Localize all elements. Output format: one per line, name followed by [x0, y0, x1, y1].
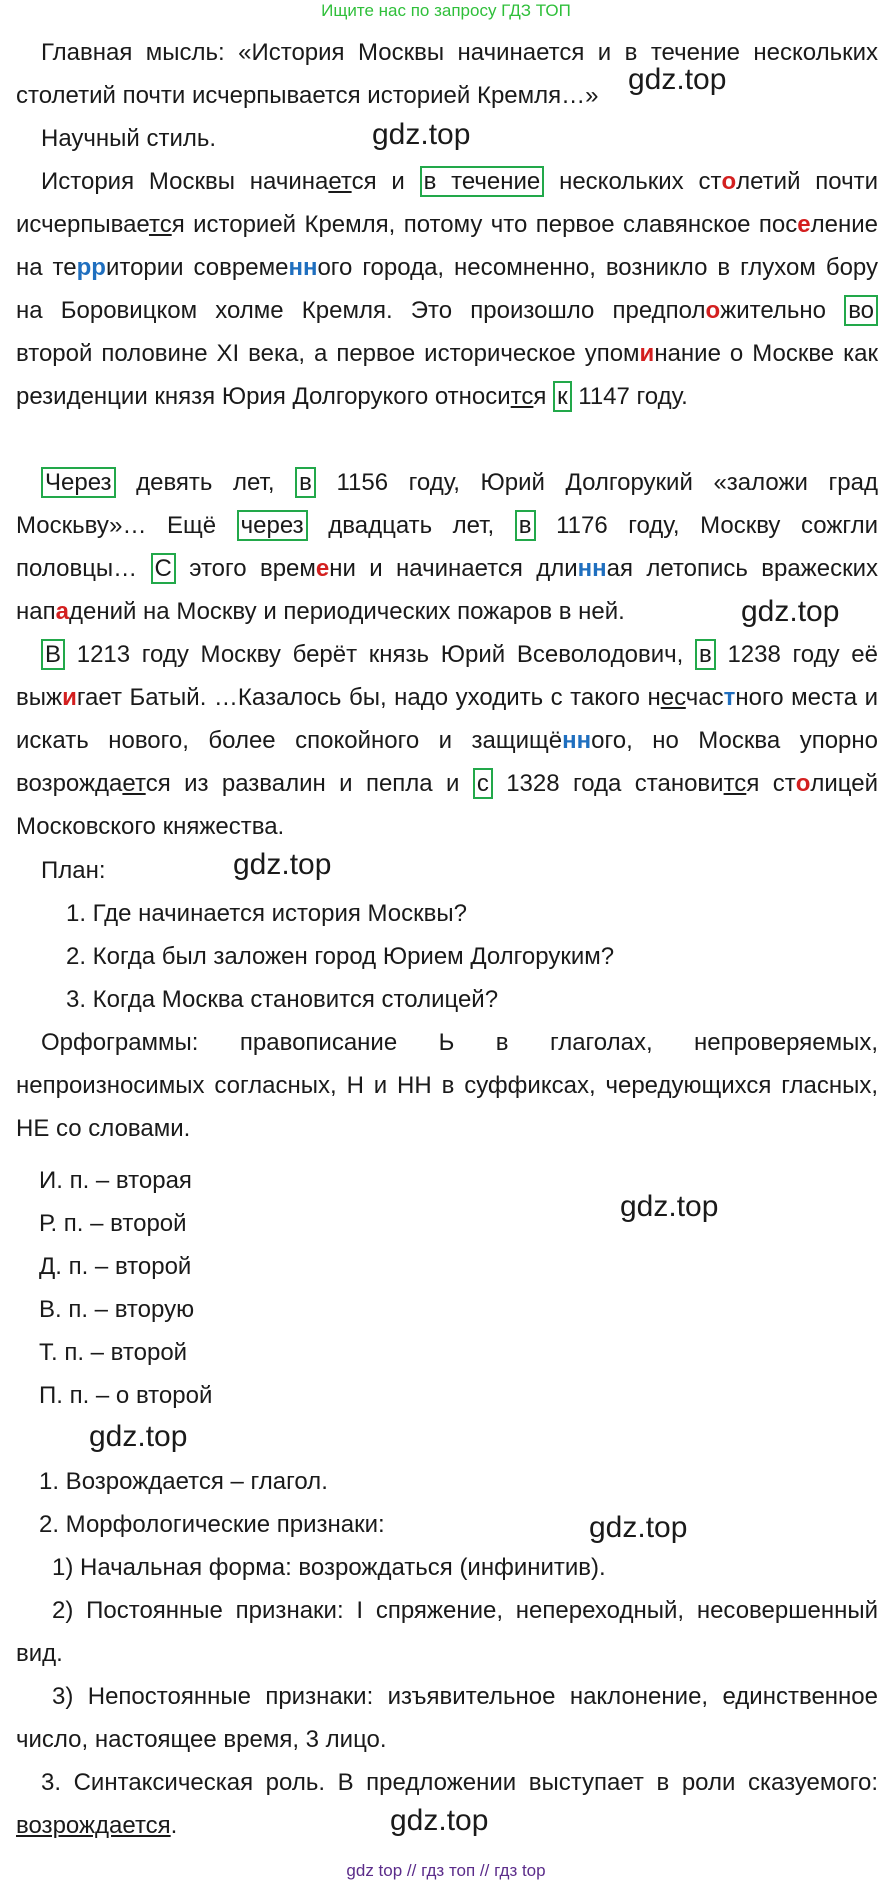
plan-title: План:: [41, 857, 106, 884]
watermark: gdz.top: [89, 1420, 188, 1453]
case-line: И. п. – вторая: [39, 1167, 192, 1194]
paragraph-3: В 1213 году Москву берёт князь Юрий Всеволодович, в 1238 году её выжигает Батый. …Казалось бы, надо уходить с такого несчастного места и искать нового, более спокойного и защищённого, но Москва упорно возрождается из развалин и пепла и с 1328 года становится столицей Московского княжества.: [16, 641, 878, 840]
analysis-line: 1. Возрождается – глагол.: [39, 1468, 328, 1495]
paragraph-1: История Москвы начинается и в течение нескольких столетий почти исчерпывается историей Кремля, потому что первое славянское поселение на территории современного города, несомненно, возникло в глухом бору на Боровицком холме Кремля. Это произошло предположительно во второй половине XI века, а первое историческое упоминание о Москве как резиденции князя Юрия Долгорукого относится к 1147 году.: [16, 168, 878, 410]
boxed-preposition: В: [41, 639, 65, 670]
case-line: П. п. – о второй: [39, 1382, 213, 1409]
watermark: gdz.top: [589, 1511, 688, 1544]
footer-links[interactable]: gdz top // гдз топ // гдз top: [346, 1861, 546, 1880]
plan-item: 2. Когда был заложен город Юрием Долгоруким?: [66, 943, 615, 970]
paragraph-2: Через девять лет, в 1156 году, Юрий Долгорукий «заложи град Москьву»… Ещё через двадцать лет, в 1176 году, Москву сожгли половцы… С этого времени и начинается длинная летопись вражеских нападений на Москву и периодических пожаров в ней.: [16, 469, 879, 625]
analysis-line: 3) Непостоянные признаки: изъявительное наклонение, единственное число, настоящее время, 3 лицо.: [16, 1683, 878, 1753]
watermark: gdz.top: [620, 1190, 719, 1223]
watermark: gdz.top: [372, 118, 471, 151]
case-line: Т. п. – второй: [39, 1339, 188, 1366]
analysis-line: 3. Синтаксическая роль. В предложении выступает в роли сказуемого: возрождается.: [16, 1769, 878, 1839]
top-banner[interactable]: Ищите нас по запросу ГДЗ ТОП: [321, 1, 571, 20]
boxed-preposition: в: [515, 510, 536, 541]
watermark: gdz.top: [390, 1804, 489, 1837]
case-line: Д. п. – второй: [39, 1253, 192, 1280]
case-line: В. п. – вторую: [39, 1296, 195, 1323]
case-line: Р. п. – второй: [39, 1210, 187, 1237]
analysis-line: 2. Морфологические признаки:: [39, 1511, 385, 1538]
watermark: gdz.top: [233, 848, 332, 881]
orthograms: Орфограммы: правописание Ь в глаголах, непроверяемых, непроизносимых согласных, Н и НН в суффиксах, чередующихся гласных, НЕ со словами.: [16, 1029, 878, 1142]
analysis-line: 2) Постоянные признаки: I спряжение, непереходный, несовершенный вид.: [16, 1597, 878, 1667]
plan-item: 3. Когда Москва становится столицей?: [66, 986, 499, 1013]
watermark: gdz.top: [628, 63, 727, 96]
boxed-preposition: к: [553, 381, 572, 412]
boxed-preposition: через: [237, 510, 308, 541]
analysis-line: 1) Начальная форма: возрождаться (инфинитив).: [52, 1554, 606, 1581]
boxed-preposition: во: [844, 295, 878, 326]
boxed-preposition: С: [151, 553, 176, 584]
boxed-preposition: Через: [41, 467, 116, 498]
watermark: gdz.top: [741, 595, 840, 628]
plan-item: 1. Где начинается история Москвы?: [66, 900, 467, 927]
boxed-preposition: в течение: [420, 166, 545, 197]
style-line: Научный стиль.: [41, 125, 217, 152]
main-idea: Главная мысль: «История Москвы начинается и в течение нескольких столетий почти исчерпывается историей Кремля…»: [16, 39, 878, 109]
boxed-preposition: с: [473, 768, 493, 799]
boxed-preposition: в: [295, 467, 316, 498]
boxed-preposition: в: [695, 639, 716, 670]
